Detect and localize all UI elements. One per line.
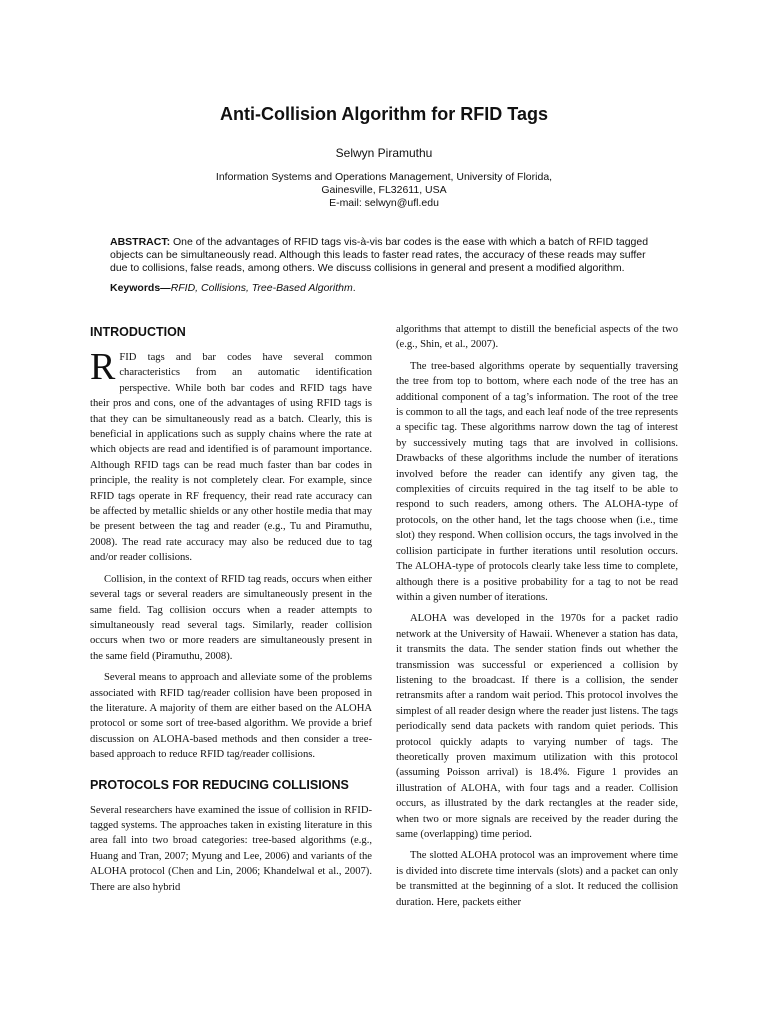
keywords (110, 282, 656, 295)
paper-title: Anti-Collision Algorithm for RFID Tags (220, 104, 548, 124)
drop-cap: R (90, 346, 116, 388)
keywords-label: Keywords— (110, 282, 171, 294)
affiliation-line-2: Gainesville, FL32611, USA (321, 184, 447, 196)
right-paragraph-3: ALOHA was developed in the 1970s for a packet radio network at the University of Hawaii. Whenever a station has data, it transmits the data. The sender station finds out whether the transmission was successful or experienced a collision by listening to the broadcast. If there is a collision, the sender retransmits after a random wait period. This protocol involves the simplest of all reader design where the reader just listens. The tags periodically send data packets with random quiet periods. This protocol quickly adapts to varying number of tags. The theoretically proven maximum utilization with this protocol (assuming Poisson arrival) is 18.4%. Figure 1 provides an illustration of ALOHA, with four tags and a reader. Collision occurs, as illustrated by the dark rectangles at the reader side, when two or more signals are received by the reader during the same (overlapping) time period. (396, 613, 678, 840)
section-heading-protocols: PROTOCOLS FOR REDUCING COLLISIONS (90, 777, 349, 792)
keywords-end: . (352, 282, 356, 294)
left-column (90, 322, 372, 901)
intro-paragraph-1 (90, 346, 372, 566)
section-heading-introduction: INTRODUCTION (90, 325, 186, 339)
intro-paragraph-1-text: FID tags and bar codes have several common characteristics from an automatic identification perspective. While both bar codes and RFID tags have their pros and cons, one of the advantages of using RFID tags is that they can be simultaneously read as a batch. Clearly, this is beneficial in applications such as supply chains where the rate at which objects are read and identified is of paramount importance. Although RFID tags can be read much faster than bar codes in principle, the reality is not completely clear. For example, since RFID tags operate in RF frequency, their read rate accuracy can be affected by metallic shields or any other hostile media that may be present between the tag and reader (e.g., Tu and Piramuthu, 2008). The read rate accuracy may also be reduced due to tag and/or reader collisions. (90, 352, 372, 564)
affiliation-block (0, 171, 768, 210)
intro-paragraph-2: Collision, in the context of RFID tag reads, occurs when either several tags or several readers are simultaneously present in the same field. Tag collision occurs when a reader attempts to simultaneously read several tags. Similarly, reader collision occurs when two or more readers are simultaneously present in the same field (Piramuthu, 2008). (90, 573, 372, 662)
abstract-text: One of the advantages of RFID tags vis-à-vis bar codes is the ease with which a batch of RFID tagged objects can be simultaneously read. Although this leads to faster read rates, the accuracy of these reads may suffer due to collisions, false reads, among others. We discuss collisions in general and present a modified algorithm. (110, 236, 649, 274)
affiliation-line-1: Information Systems and Operations Management, University of Florida, (215, 171, 553, 183)
right-paragraph-2: The tree-based algorithms operate by sequentially traversing the tree from top to bottom, where each node of the tree has an additional component of a tag’s information. The root of the tree is common to all the tags, and each leaf node of the tree represents a specific tag. These algorithms narrow down the tag of interest by successively muting tags that are involved in collisions. Drawbacks of these algorithms include the number of iterations involved before the reader can identify any given tag, the complexities of circuits required in the tag itself to be able to respond to such readers, among others. The ALOHA-type of protocols, on the other hand, let the tags choose when (i.e., time slot) they respond. When collision occurs, the tags involved in the collision participate in further iterations until resolution occurs. The ALOHA-type of protocols clearly take less time to complete, although there is a positive probability for a tag to not be read within a given number of iterations. (396, 360, 678, 603)
keywords-text: RFID, Collisions, Tree-Based Algorithm (170, 282, 353, 294)
right-column (396, 322, 678, 916)
right-paragraph-4: The slotted ALOHA protocol was an improvement where time is divided into discrete time intervals (slots) and a packet can only be transmitted at the beginning of a slot. It reduced the collision duration. Here, packets either (396, 850, 678, 908)
author-name: Selwyn Piramuthu (335, 146, 433, 160)
abstract (110, 236, 656, 275)
protocols-paragraph-1: Several researchers have examined the issue of collision in RFID-tagged systems. The approaches taken in existing literature in this area fall into two broad categories: tree-based algorithms (e.g., Huang and Tran, 2007; Myung and Lee, 2006) and variants of the ALOHA protocol (Chen and Lin, 2006; Khandelwal et al., 2007). There are also hybrid (90, 804, 372, 893)
author-email: E-mail: selwyn@ufl.edu (329, 197, 439, 209)
abstract-label: ABSTRACT: (110, 236, 171, 248)
intro-paragraph-3: Several means to approach and alleviate some of the problems associated with RFID tag/reader collision have been proposed in the literature. A majority of them are either based on the ALOHA protocol or some sort of tree-based algorithm. We provide a brief discussion on ALOHA-based methods and then consider a tree-based approach to reduce RFID tag/reader collisions. (90, 672, 372, 761)
right-paragraph-1: algorithms that attempt to distill the beneficial aspects of the two (e.g., Shin, et al., 2007). (396, 324, 678, 351)
